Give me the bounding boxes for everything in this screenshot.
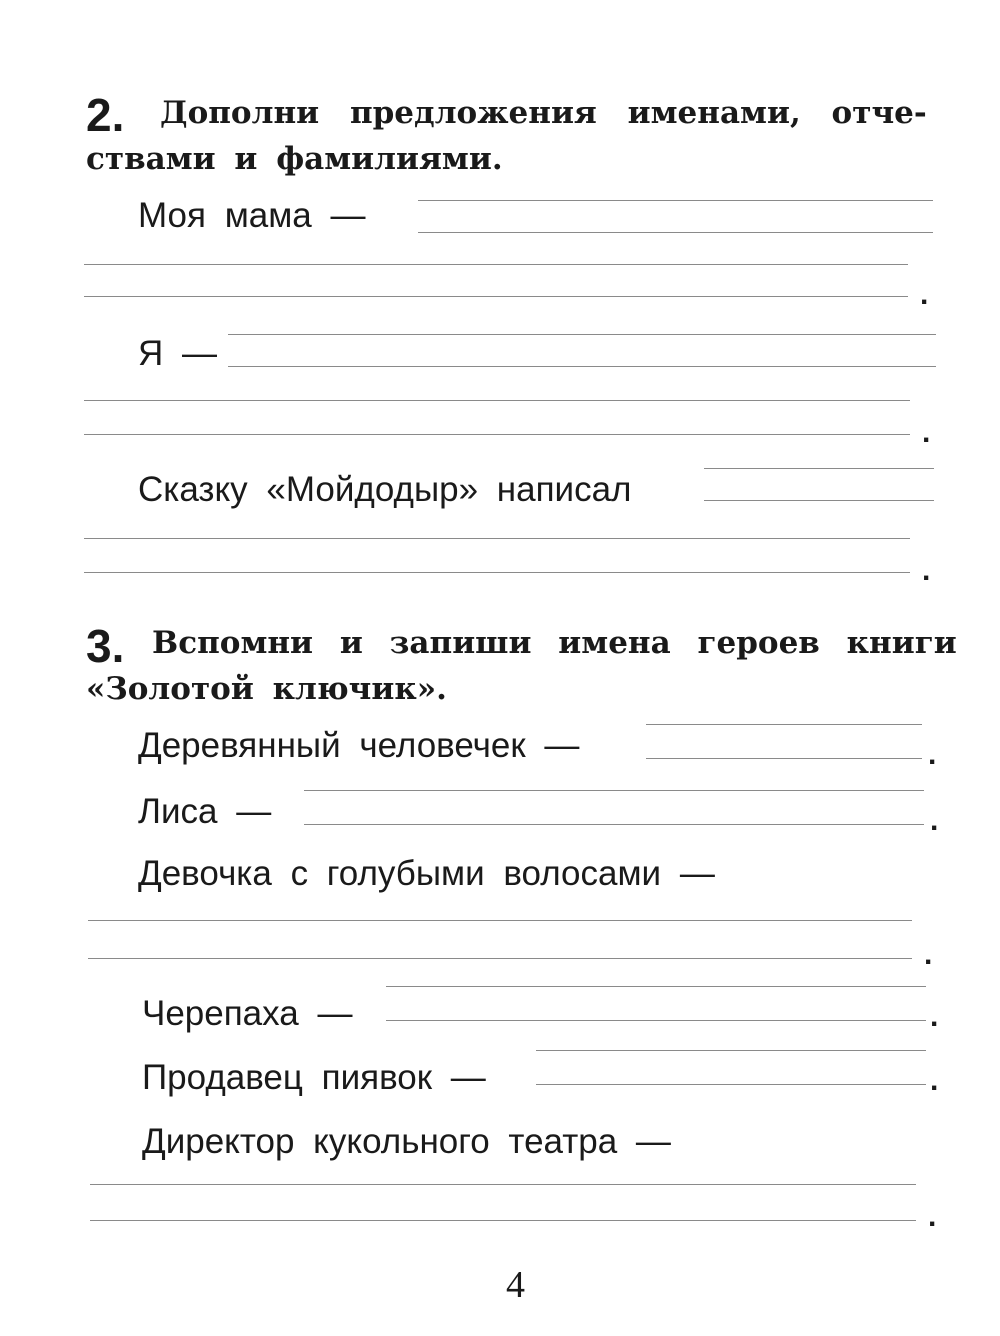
answer-line[interactable]	[386, 1020, 926, 1021]
answer-line[interactable]	[84, 296, 908, 297]
period: .	[922, 554, 931, 587]
answer-line[interactable]	[84, 434, 910, 435]
period: .	[930, 1000, 939, 1033]
answer-line[interactable]	[84, 538, 910, 539]
period: .	[930, 1064, 939, 1097]
task-2-text-line-1: Дополни предложения именами, отче-	[160, 95, 927, 131]
answer-line[interactable]	[228, 366, 936, 367]
answer-line[interactable]	[84, 264, 908, 265]
prompt-turtle: Черепаха —	[142, 994, 353, 1033]
answer-line[interactable]	[704, 500, 934, 501]
answer-line[interactable]	[536, 1050, 926, 1051]
prompt-blue-haired-girl: Девочка с голубыми волосами —	[138, 854, 715, 893]
prompt-leech-seller: Продавец пиявок —	[142, 1058, 486, 1097]
page-number: 4	[506, 1264, 525, 1306]
answer-line[interactable]	[304, 824, 924, 825]
period: .	[920, 278, 929, 311]
period: .	[928, 1200, 937, 1233]
task-3-text-line-1: Вспомни и запиши имена героев книги	[152, 625, 957, 661]
answer-line[interactable]	[88, 958, 912, 959]
period: .	[928, 738, 937, 771]
answer-line[interactable]	[304, 790, 924, 791]
answer-line[interactable]	[84, 572, 910, 573]
task-3-text-line-2: «Золотой ключик».	[86, 671, 447, 707]
answer-line[interactable]	[418, 200, 933, 201]
prompt-fox: Лиса —	[138, 792, 272, 831]
answer-line[interactable]	[90, 1184, 916, 1185]
prompt-puppet-theatre-director: Директор кукольного театра —	[142, 1122, 671, 1161]
answer-line[interactable]	[646, 724, 922, 725]
answer-line[interactable]	[704, 468, 934, 469]
answer-line[interactable]	[646, 758, 922, 759]
prompt-moidodyr-author: Сказку «Мойдодыр» написал	[138, 470, 632, 509]
period: .	[922, 416, 931, 449]
period: .	[924, 938, 933, 971]
answer-line[interactable]	[386, 986, 926, 987]
task-3-number: 3.	[86, 620, 125, 672]
answer-line[interactable]	[84, 400, 910, 401]
prompt-my-mom: Моя мама —	[138, 196, 366, 235]
answer-line[interactable]	[536, 1084, 926, 1085]
answer-line[interactable]	[90, 1220, 916, 1221]
prompt-wooden-boy: Деревянный человечек —	[138, 726, 580, 765]
answer-line[interactable]	[228, 334, 936, 335]
prompt-me: Я —	[138, 334, 217, 373]
task-2-number: 2.	[86, 89, 125, 141]
period: .	[930, 804, 939, 837]
answer-line[interactable]	[88, 920, 912, 921]
answer-line[interactable]	[418, 232, 933, 233]
task-2-text-line-2: ствами и фамилиями.	[86, 141, 503, 177]
